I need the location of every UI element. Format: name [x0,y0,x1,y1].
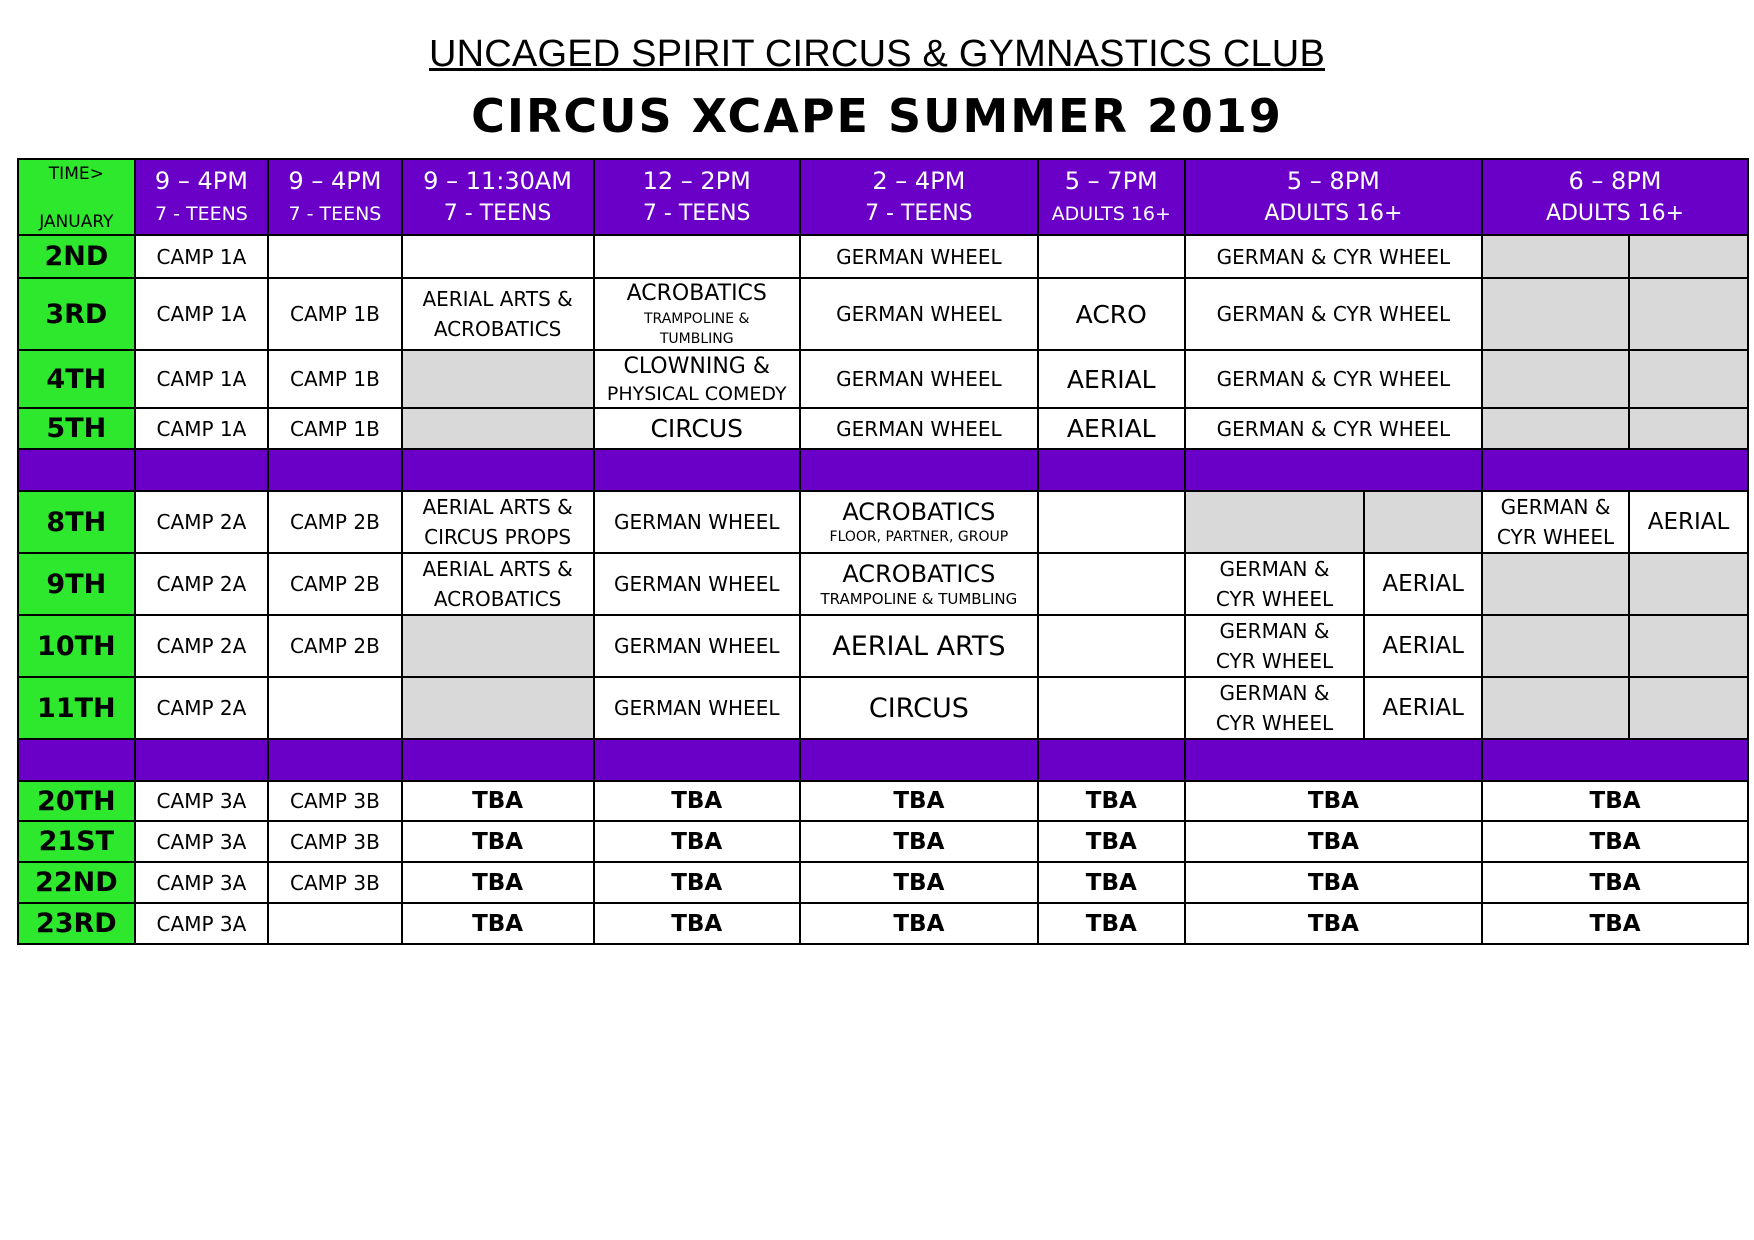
evening58-cell: GERMAN & CYR WHEEL [1185,553,1365,615]
tba-cell: TBA [1185,903,1482,944]
schedule-title: CIRCUS XCAPE SUMMER 2019 [471,89,1283,143]
table-row [18,278,1748,350]
evening58-cell: GERMAN & CYR WHEEL [1185,350,1482,408]
empty-cell [402,408,594,449]
tba-cell: TBA [402,821,594,862]
day-cell: 5TH [18,408,135,449]
separator-row [18,739,1748,781]
day-cell: 11TH [18,677,135,739]
camp-a-cell: CAMP 1A [135,278,269,350]
midday-cell: GERMAN WHEEL [594,615,800,677]
afternoon-cell: GERMAN WHEEL [800,278,1038,350]
tba-cell: TBA [1038,862,1185,903]
tba-cell: TBA [594,862,800,903]
empty-cell [1364,491,1482,553]
empty-cell [402,615,594,677]
header-col-6: 5 – 7PM ADULTS 16+ [1038,159,1185,235]
evening57-cell [1038,491,1185,553]
table-row [18,350,1748,408]
camp-b-cell [268,235,402,278]
header-col-4: 12 – 2PM 7 - TEENS [594,159,800,235]
header-col-8: 6 – 8PM ADULTS 16+ [1482,159,1748,235]
day-cell: 23RD [18,903,135,944]
tba-cell: TBA [1038,903,1185,944]
camp-b-cell [268,903,402,944]
midday-cell [594,235,800,278]
empty-cell [1629,350,1748,408]
table-row [18,821,1748,862]
tba-cell: TBA [1038,781,1185,821]
day-cell: 10TH [18,615,135,677]
day-cell: 3RD [18,278,135,350]
afternoon-cell: CIRCUS [800,677,1038,739]
empty-cell [402,350,594,408]
camp-a-cell: CAMP 1A [135,408,269,449]
table-row [18,903,1748,944]
header-col-7: 5 – 8PM ADULTS 16+ [1185,159,1482,235]
midday-cell: CIRCUS [594,408,800,449]
day-cell: 9TH [18,553,135,615]
empty-cell [1482,278,1629,350]
camp-a-cell: CAMP 1A [135,235,269,278]
camp-a-cell: CAMP 3A [135,903,269,944]
table-row [18,408,1748,449]
table-row [18,235,1748,278]
corner-cell [18,159,135,235]
table-row [18,677,1748,739]
table-row [18,491,1748,553]
day-cell: 21ST [18,821,135,862]
camp-b-cell: CAMP 2B [268,491,402,553]
tba-cell: TBA [594,903,800,944]
evening57-cell: ACRO [1038,278,1185,350]
empty-cell [1629,677,1748,739]
day-cell: 20TH [18,781,135,821]
empty-cell [1482,615,1629,677]
camp-b-cell: CAMP 3B [268,821,402,862]
camp-b-cell: CAMP 2B [268,553,402,615]
morning-cell: AERIAL ARTS & CIRCUS PROPS [402,491,594,553]
empty-cell [1629,408,1748,449]
midday-cell: CLOWNING & PHYSICAL COMEDY [594,350,800,408]
tba-cell: TBA [402,781,594,821]
evening57-cell: AERIAL [1038,350,1185,408]
camp-a-cell: CAMP 3A [135,781,269,821]
empty-cell [1185,491,1365,553]
evening58-cell: GERMAN & CYR WHEEL [1185,408,1482,449]
evening58-cell: GERMAN & CYR WHEEL [1185,677,1365,739]
camp-b-cell: CAMP 1B [268,408,402,449]
morning-cell: AERIAL ARTS & ACROBATICS [402,278,594,350]
table-row [18,781,1748,821]
empty-cell [1482,235,1629,278]
empty-cell [1629,278,1748,350]
tba-cell: TBA [1482,862,1748,903]
evening58-cell: GERMAN & CYR WHEEL [1185,278,1482,350]
camp-b-cell: CAMP 3B [268,781,402,821]
evening68-cell: GERMAN & CYR WHEEL [1482,491,1629,553]
evening57-cell [1038,615,1185,677]
table-row [18,862,1748,903]
afternoon-cell: GERMAN WHEEL [800,408,1038,449]
club-title: UNCAGED SPIRIT CIRCUS & GYMNASTICS CLUB [428,33,1325,75]
tba-cell: TBA [1185,821,1482,862]
camp-b-cell [268,677,402,739]
table-row [18,553,1748,615]
empty-cell [402,677,594,739]
tba-cell: TBA [800,781,1038,821]
afternoon-cell: ACROBATICS TRAMPOLINE & TUMBLING [800,553,1038,615]
midday-cell: ACROBATICS TRAMPOLINE & TUMBLING [594,278,800,350]
empty-cell [1482,677,1629,739]
evening58-aerial-cell: AERIAL [1364,615,1482,677]
afternoon-cell: ACROBATICS FLOOR, PARTNER, GROUP [800,491,1038,553]
camp-a-cell: CAMP 3A [135,821,269,862]
midday-cell: GERMAN WHEEL [594,677,800,739]
header-col-2: 9 – 4PM 7 - TEENS [268,159,402,235]
tba-cell: TBA [594,821,800,862]
camp-b-cell: CAMP 3B [268,862,402,903]
schedule-table [17,158,1749,945]
camp-a-cell: CAMP 1A [135,350,269,408]
afternoon-cell: AERIAL ARTS [800,615,1038,677]
evening57-cell [1038,553,1185,615]
tba-cell: TBA [1185,781,1482,821]
empty-cell [1482,350,1629,408]
midday-cell: GERMAN WHEEL [594,553,800,615]
camp-a-cell: CAMP 2A [135,677,269,739]
day-cell: 4TH [18,350,135,408]
evening58-aerial-cell: AERIAL [1364,677,1482,739]
camp-a-cell: CAMP 3A [135,862,269,903]
evening58-cell: GERMAN & CYR WHEEL [1185,615,1365,677]
month-label: JANUARY [39,212,114,232]
camp-a-cell: CAMP 2A [135,491,269,553]
tba-cell: TBA [800,903,1038,944]
table-row [18,615,1748,677]
tba-cell: TBA [1038,821,1185,862]
header-col-5: 2 – 4PM 7 - TEENS [800,159,1038,235]
header-col-1: 9 – 4PM 7 - TEENS [135,159,269,235]
camp-b-cell: CAMP 2B [268,615,402,677]
empty-cell [1629,235,1748,278]
morning-cell [402,235,594,278]
tba-cell: TBA [800,862,1038,903]
afternoon-cell: GERMAN WHEEL [800,235,1038,278]
evening57-cell [1038,677,1185,739]
tba-cell: TBA [1482,781,1748,821]
evening68-aerial-cell: AERIAL [1629,491,1748,553]
afternoon-cell: GERMAN WHEEL [800,350,1038,408]
tba-cell: TBA [1482,903,1748,944]
header-col-3: 9 – 11:30AM 7 - TEENS [402,159,594,235]
tba-cell: TBA [800,821,1038,862]
camp-b-cell: CAMP 1B [268,350,402,408]
evening57-cell: AERIAL [1038,408,1185,449]
camp-a-cell: CAMP 2A [135,553,269,615]
empty-cell [1629,553,1748,615]
tba-cell: TBA [1482,821,1748,862]
day-cell: 8TH [18,491,135,553]
separator-row [18,449,1748,491]
day-cell: 22ND [18,862,135,903]
camp-b-cell: CAMP 1B [268,278,402,350]
time-label: TIME> [48,164,104,184]
evening58-cell: GERMAN & CYR WHEEL [1185,235,1482,278]
morning-cell: AERIAL ARTS & ACROBATICS [402,553,594,615]
empty-cell [1629,615,1748,677]
evening57-cell [1038,235,1185,278]
tba-cell: TBA [594,781,800,821]
empty-cell [1482,553,1629,615]
tba-cell: TBA [402,903,594,944]
day-cell: 2ND [18,235,135,278]
tba-cell: TBA [1185,862,1482,903]
evening58-aerial-cell: AERIAL [1364,553,1482,615]
header-row [18,159,1748,235]
camp-a-cell: CAMP 2A [135,615,269,677]
midday-cell: GERMAN WHEEL [594,491,800,553]
empty-cell [1482,408,1629,449]
tba-cell: TBA [402,862,594,903]
